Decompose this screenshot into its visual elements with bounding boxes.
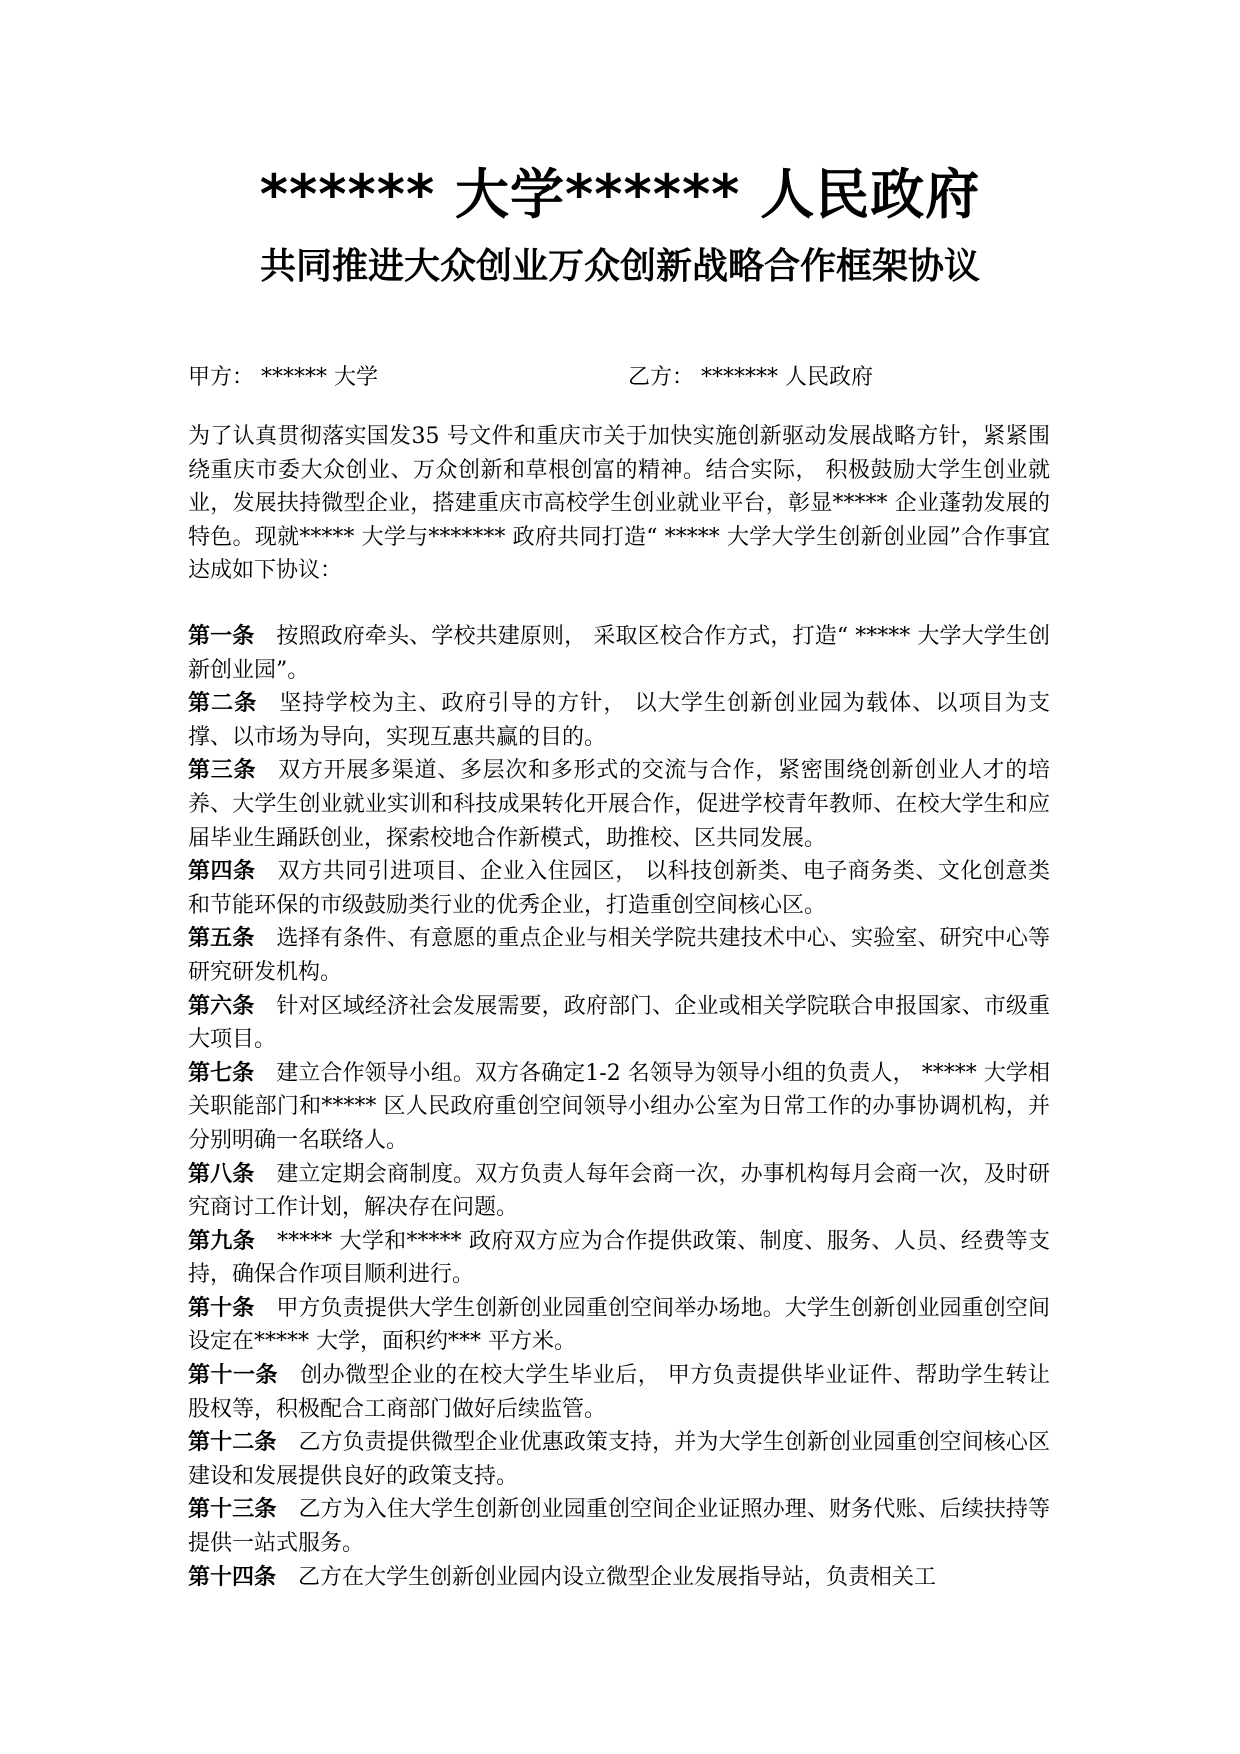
article-label: 第五条 <box>188 926 255 952</box>
article-item <box>188 990 1050 1057</box>
article-label: 第十四条 <box>188 1564 277 1590</box>
article-label: 第三条 <box>188 758 257 784</box>
article-label: 第九条 <box>188 1228 256 1254</box>
article-label: 第二条 <box>188 691 258 717</box>
article-text: 双方共同引进项目、企业入住园区， 以科技创新类、电子商务类、文化创意类和节能环保的市级鼓励类行业的优秀企业，打造重创空间核心区。 <box>188 859 1050 918</box>
article-text: 双方开展多渠道、多层次和多形式的交流与合作，紧密围绕创新创业人才的培养、大学生创业就业实训和科技成果转化开展合作，促进学校青年教师、在校大学生和应届毕业生踊跃创业，探索校地合作新模式，助推校、区共同发展。 <box>188 758 1050 851</box>
parties-line <box>188 360 1068 396</box>
intro-paragraph: 为了认真贯彻落实国发35 号文件和重庆市关于加快实施创新驱动发展战略方针，紧紧围绕重庆市委大众创业、万众创新和草根创富的精神。结合实际， 积极鼓励大学生创业就业，发展扶持微型企业，搭建重庆市高校学生创业就业平台，彰显***** 企业蓬勃发展的特色。现就***** 大学与******* 政府共同打造“ ***** 大学大学生创新创业园”合作事宜达成如下协议： <box>188 424 1050 584</box>
article-label: 第六条 <box>188 993 255 1019</box>
article-label: 第十一条 <box>188 1363 279 1389</box>
article-item <box>188 620 1050 687</box>
article-item <box>188 1292 1050 1359</box>
article-item <box>188 1426 1050 1493</box>
article-list <box>188 620 1050 1594</box>
document-subtitle: 共同推进大众创业万众创新战略合作框架协议 <box>259 246 980 287</box>
article-item <box>188 1158 1050 1225</box>
article-item <box>188 1359 1050 1426</box>
article-text: 针对区域经济社会发展需要，政府部门、企业或相关学院联合申报国家、市级重大项目。 <box>188 993 1050 1053</box>
article-text: 乙方在大学生创新创业园内设立微型企业发展指导站，负责相关工 <box>298 1564 937 1590</box>
article-item <box>188 922 1050 989</box>
party-a: 甲方： ****** 大学 <box>188 365 378 390</box>
article-text: 乙方负责提供微型企业优惠政策支持，并为大学生创新创业园重创空间核心区建设和发展提供良好的政策支持。 <box>188 1430 1050 1489</box>
article-label: 第十二条 <box>188 1430 277 1456</box>
document-title: ****** 大学****** 人民政府 <box>259 163 981 226</box>
article-item <box>188 754 1050 855</box>
article-item <box>188 1561 1050 1595</box>
article-label: 第四条 <box>188 859 256 885</box>
article-item <box>188 1225 1050 1292</box>
article-text: 建立合作领导小组。双方各确定1-2 名领导为领导小组的负责人， ***** 大学相关职能部门和***** 区人民政府重创空间领导小组办公室为日常工作的办事协调机构，并分别明确一名联络人。 <box>188 1060 1050 1153</box>
article-label: 第十条 <box>188 1295 255 1321</box>
article-text: 选择有条件、有意愿的重点企业与相关学院共建技术中心、实验室、研究中心等研究研发机构。 <box>188 926 1050 985</box>
article-item <box>188 1493 1050 1560</box>
article-label: 第八条 <box>188 1161 255 1187</box>
article-text: 创办微型企业的在校大学生毕业后， 甲方负责提供毕业证件、帮助学生转让股权等，积极配合工商部门做好后续监管。 <box>188 1363 1050 1422</box>
article-item <box>188 687 1050 754</box>
article-text: 按照政府牵头、学校共建原则， 采取区校合作方式，打造“ ***** 大学大学生创新创业园”。 <box>188 624 1050 683</box>
article-text: 乙方为入住大学生创新创业园重创空间企业证照办理、财务代账、后续扶持等提供一站式服务。 <box>188 1497 1050 1557</box>
article-label: 第七条 <box>188 1060 255 1086</box>
article-item <box>188 855 1050 922</box>
article-text: 坚持学校为主、政府引导的方针， 以大学生创新创业园为载体、以项目为支撑、以市场为导向，实现互惠共赢的目的。 <box>188 691 1050 750</box>
article-label: 第一条 <box>188 624 255 649</box>
article-text: ***** 大学和***** 政府双方应为合作提供政策、制度、服务、人员、经费等支持，确保合作项目顺利进行。 <box>188 1228 1050 1288</box>
article-text: 建立定期会商制度。双方负责人每年会商一次，办事机构每月会商一次，及时研究商讨工作计划，解决存在问题。 <box>188 1161 1050 1221</box>
article-item <box>188 1057 1050 1158</box>
article-text: 甲方负责提供大学生创新创业园重创空间举办场地。大学生创新创业园重创空间设定在***** 大学，面积约*** 平方米。 <box>188 1295 1050 1355</box>
party-b: 乙方： ******* 人民政府 <box>628 365 873 390</box>
article-label: 第十三条 <box>188 1497 277 1523</box>
